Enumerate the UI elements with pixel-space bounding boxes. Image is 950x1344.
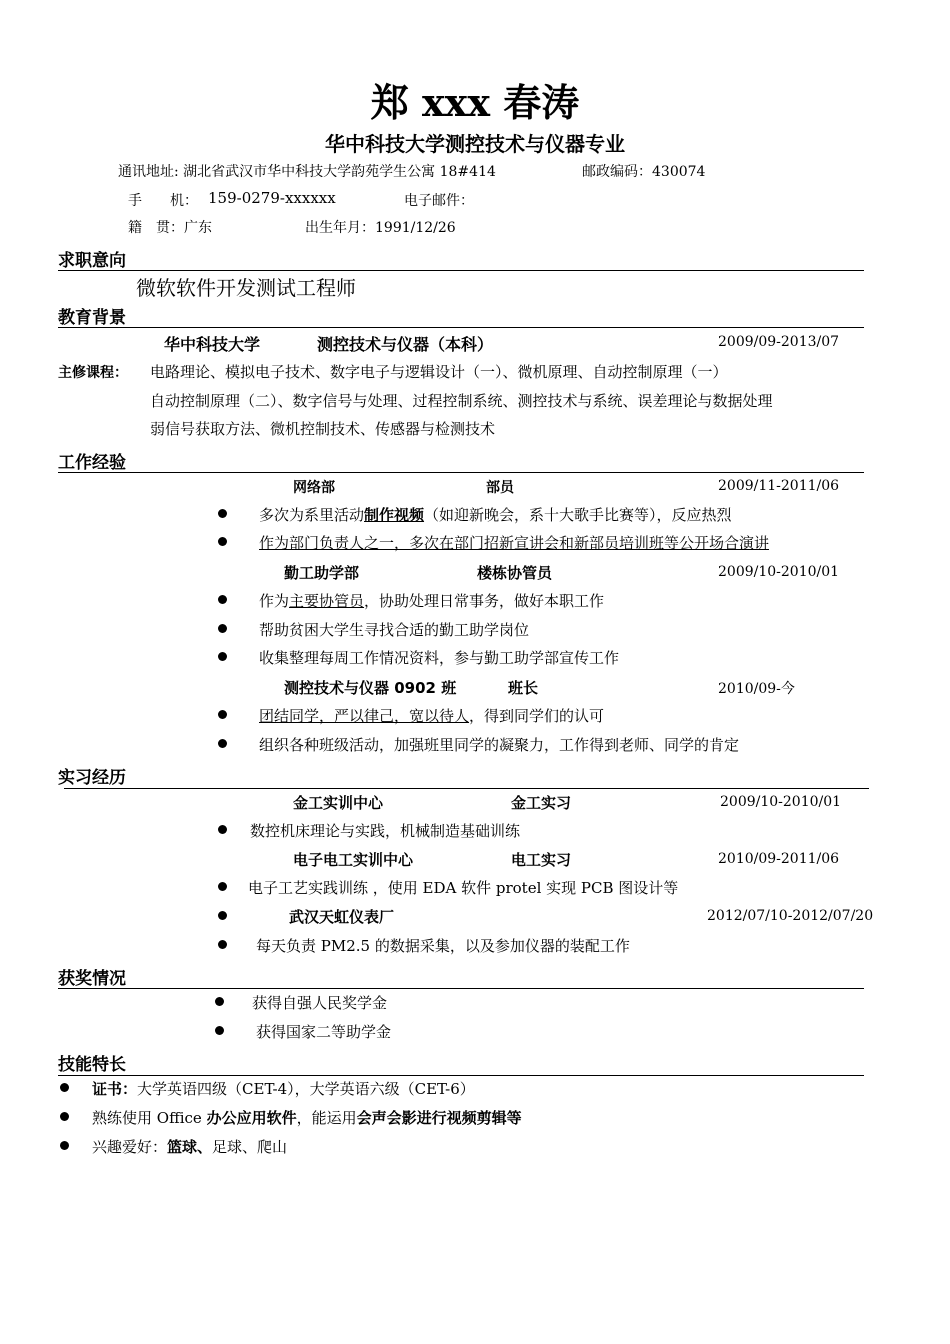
job1-bullet1 [259, 504, 732, 525]
job2-bullet1 [259, 590, 604, 611]
bullet-icon [218, 882, 227, 891]
job3-b1-em: 团结同学，严以律己，宽以待人 [259, 707, 470, 725]
office-pre: 熟练使用 Office [92, 1109, 207, 1127]
job2-role: 楼栋协管员 [477, 564, 553, 582]
intern3-period: 2012/07/10-2012/07/20 [707, 908, 874, 924]
job2-b1-post: ，协助处理日常事务，做好本职工作 [364, 592, 605, 610]
job2-b1-pre: 作为 [259, 592, 290, 610]
phone: 159-0279-xxxxxx [208, 189, 336, 207]
bullet-icon [218, 509, 227, 518]
cert-text: 大学英语四级（CET-4），大学英语六级（CET-6） [137, 1080, 475, 1098]
section-work: 工作经验 [58, 453, 126, 473]
job1-b1-post: （如迎新晚会，系十大歌手比赛等），反应热烈 [424, 506, 732, 524]
school-major: 华中科技大学测控技术与仪器专业 [325, 132, 625, 156]
courses-line-1: 电路理论、模拟电子技术、数字电子与逻辑设计（一）、微机原理、自动控制原理（一） [150, 363, 728, 381]
job3-period: 2010/09-今 [718, 681, 795, 697]
bullet-icon [60, 1112, 69, 1121]
hobby-label: 兴趣爱好： [92, 1138, 168, 1156]
bullet-icon [215, 1026, 224, 1035]
courses-line-2: 自动控制原理（二）、数字信号与处理、过程控制系统、测控技术与系统、误差理论与数据处理 [150, 392, 773, 410]
job1-b1-pre: 多次为系里活动 [259, 506, 365, 524]
intern2-org: 电子电工实训中心 [293, 851, 414, 869]
intern2-bullet1: 电子工艺实践训练 ，使用 EDA 软件 protel 实现 PCB 图设计等 [248, 879, 679, 897]
job2-bullet3: 收集整理每周工作情况资料，参与勤工助学部宣传工作 [259, 649, 620, 667]
job1-bullet2: 作为部门负责人之一，多次在部门招新宣讲会和新部员培训班等公开场合演讲 [259, 534, 770, 552]
resume-name: 郑 xxx 春涛 [370, 80, 580, 125]
rule-work [58, 472, 864, 473]
job2-period: 2009/10-2010/01 [718, 564, 840, 580]
cert-label: 证书： [92, 1080, 138, 1098]
intern1-period: 2009/10-2010/01 [720, 794, 842, 810]
bullet-icon [218, 940, 227, 949]
intern3-bullet1: 每天负责 PM2.5 的数据采集，以及参加仪器的装配工作 [256, 937, 630, 955]
job2-bullet2: 帮助贫困大学生寻找合适的勤工助学岗位 [259, 621, 530, 639]
phone-label: 手 机： [128, 193, 198, 209]
bullet-icon [218, 825, 227, 834]
skill-office [92, 1107, 522, 1128]
job3-org: 测控技术与仪器 0902 班 [284, 679, 457, 697]
address: 通讯地址: 湖北省武汉市华中科技大学韵苑学生公寓 18#414 [118, 164, 496, 180]
edu-school: 华中科技大学 [164, 335, 261, 354]
job1-role: 部员 [486, 480, 514, 496]
edu-major: 测控技术与仪器（本科） [317, 335, 494, 354]
job3-role: 班长 [508, 679, 539, 697]
award-2: 获得国家二等助学金 [256, 1023, 392, 1041]
bullet-icon [218, 595, 227, 604]
job1-org: 网络部 [293, 480, 335, 496]
bullet-icon [218, 652, 227, 661]
intern2-period: 2010/09-2011/06 [718, 851, 840, 867]
bullet-icon [218, 624, 227, 633]
section-awards: 获奖情况 [58, 969, 126, 989]
job1-b1-em: 制作视频 [364, 506, 425, 524]
birth: 出生年月：1991/12/26 [305, 220, 456, 236]
section-objective: 求职意向 [58, 251, 126, 271]
bullet-icon [215, 997, 224, 1006]
bullet-icon [218, 537, 227, 546]
office-mid: ，能运用 [296, 1109, 357, 1127]
job1-period: 2009/11-2011/06 [718, 478, 840, 494]
intern1-bullet1: 数控机床理论与实践，机械制造基础训练 [250, 822, 521, 840]
section-internship: 实习经历 [58, 768, 126, 788]
intern2-role: 电工实习 [511, 851, 572, 869]
section-skills: 技能特长 [58, 1055, 126, 1075]
section-education: 教育背景 [58, 308, 126, 328]
email-label: 电子邮件： [404, 193, 474, 209]
rule-awards [58, 988, 864, 989]
hobby-rest: 足球、爬山 [212, 1138, 288, 1156]
edu-period: 2009/09-2013/07 [718, 334, 840, 350]
rule-objective [58, 270, 864, 271]
job2-org: 勤工助学部 [284, 564, 360, 582]
job3-bullet1 [259, 705, 604, 726]
objective-text: 微软软件开发测试工程师 [136, 276, 356, 300]
award-1: 获得自强人民奖学金 [252, 994, 388, 1012]
bullet-icon [218, 911, 227, 920]
bullet-icon [60, 1141, 69, 1150]
office-em: 办公应用软件 [206, 1109, 297, 1127]
hobby-em: 篮球、 [167, 1138, 213, 1156]
skill-cert [92, 1078, 475, 1099]
rule-skills [58, 1075, 864, 1076]
intern3-org: 武汉天虹仪表厂 [289, 908, 395, 926]
intern1-role: 金工实习 [511, 794, 572, 812]
rule-internship [64, 788, 869, 789]
courses-label: 主修课程： [58, 365, 128, 381]
job2-b1-em: 主要协管员 [289, 592, 365, 610]
hometown: 籍 贯：广东 [128, 220, 212, 236]
job3-bullet2: 组织各种班级活动，加强班里同学的凝聚力，工作得到老师、同学的肯定 [259, 736, 740, 754]
bullet-icon [60, 1083, 69, 1092]
postcode: 邮政编码：430074 [582, 164, 706, 180]
bullet-icon [218, 710, 227, 719]
bullet-icon [218, 739, 227, 748]
job3-b1-post: ，得到同学们的认可 [469, 707, 605, 725]
skill-hobby [92, 1136, 287, 1157]
office-em2: 会声会影进行视频剪辑等 [356, 1109, 522, 1127]
courses-line-3: 弱信号获取方法、微机控制技术、传感器与检测技术 [150, 420, 496, 438]
rule-education [58, 327, 864, 328]
intern1-org: 金工实训中心 [293, 794, 384, 812]
